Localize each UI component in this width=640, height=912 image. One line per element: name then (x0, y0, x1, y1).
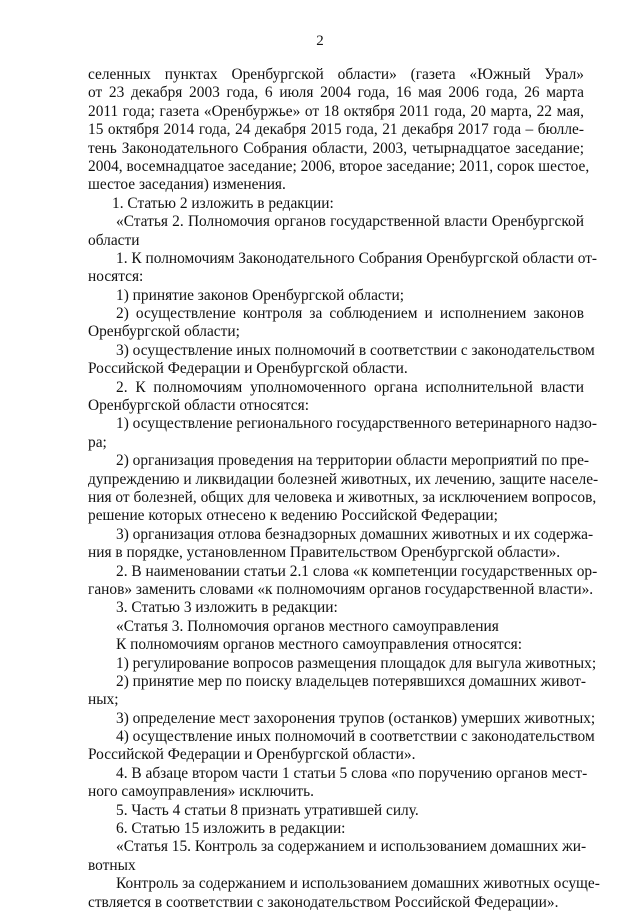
text-line: 1. К полномочиям Законодательного Собрания Оренбургской области от- (116, 249, 598, 267)
text-line: Контроль за содержанием и использованием домашних животных осуще- (116, 875, 600, 893)
text-line: 1. Статью 2 изложить в редакции: (112, 194, 334, 212)
text-line: К полномочиям органов местного самоуправления относятся: (116, 636, 523, 654)
text-line: ствляется в соответствии с законодательством Российской Федерации». (88, 893, 559, 911)
text-line: ного самоуправления» исключить. (88, 783, 314, 801)
text-line: 2004, восемнадцатое заседание; 2006, второе заседание; 2011, сорок шестое, (88, 157, 590, 175)
text-line: области (88, 231, 140, 249)
text-line: дупреждению и ликвидации болезней животных, их лечению, защите населе- (88, 470, 599, 488)
text-line: носятся: (88, 268, 144, 286)
text-line: ра; (88, 433, 107, 451)
text-line: 2. К полномочиям уполномоченного органа исполнительной власти (116, 378, 584, 396)
text-line: 2) принятие мер по поиску владельцев потерявшихся домашних живот- (116, 672, 586, 690)
text-line: 2011 года; газета «Оренбуржье» от 18 октября 2011 года, 20 марта, 22 мая, (88, 102, 584, 120)
text-line: 2) осуществление контроля за соблюдением и исполнением законов (116, 305, 584, 323)
text-line: 4. В абзаце втором части 1 статьи 5 слова «по поручению органов мест- (116, 764, 588, 782)
text-line: ния от болезней, общих для человека и животных, за исключением вопросов, (88, 488, 597, 506)
text-line: ных; (88, 691, 119, 709)
text-line: 1) регулирование вопросов размещения площадок для выгула животных; (116, 654, 597, 672)
text-line: 3) организация отлова безнадзорных домашних животных и их содержа- (116, 525, 594, 543)
text-line: от 23 декабря 2003 года, 6 июля 2004 года, 16 мая 2006 года, 26 марта (88, 84, 584, 102)
text-line: решение которых отнесено к ведению Российской Федерации; (88, 507, 498, 525)
text-line: 3. Статью 3 изложить в редакции: (116, 599, 338, 617)
text-line: Российской Федерации и Оренбургской области. (88, 360, 408, 378)
text-line: 3) осуществление иных полномочий в соответствии с законодательством (116, 341, 595, 359)
text-line: 4) осуществление иных полномочий в соответствии с законодательством (116, 728, 595, 746)
text-line: тень Законодательного Собрания области, 2003, четырнадцатое заседание; (88, 139, 584, 157)
text-line: шестое заседания) изменения. (88, 176, 286, 194)
text-line: «Статья 2. Полномочия органов государственной власти Оренбургской (116, 213, 584, 231)
text-line: Российской Федерации и Оренбургской области». (88, 746, 416, 764)
text-line: 2. В наименовании статьи 2.1 слова «к компетенции государственных ор- (116, 562, 598, 580)
text-line: 5. Часть 4 статьи 8 признать утратившей силу. (116, 801, 419, 819)
text-line: «Статья 3. Полномочия органов местного самоуправления (116, 617, 499, 635)
text-line: ганов» заменить словами «к полномочиям органов государственной власти». (88, 580, 594, 598)
text-line: вотных (88, 856, 136, 874)
text-line: ния в порядке, установленном Правительством Оренбургской области». (88, 544, 561, 562)
page-number: 2 (316, 33, 324, 49)
text-line: Оренбургской области относятся: (88, 397, 309, 415)
document-body (88, 66, 600, 912)
text-line: селенных пунктах Оренбургской области» (газета «Южный Урал» (88, 66, 584, 83)
text-line: 2) организация проведения на территории области мероприятий по пре- (116, 452, 590, 470)
text-line: 6. Статью 15 изложить в редакции: (116, 820, 346, 838)
text-line: 15 октября 2014 года, 24 декабря 2015 года, 21 декабря 2017 года – бюлле- (88, 121, 584, 139)
text-line: 1) осуществление регионального государственного ветеринарного надзо- (116, 415, 597, 433)
text-line: 1) принятие законов Оренбургской области; (116, 286, 404, 304)
text-line: Оренбургской области; (88, 323, 240, 341)
text-line: 3) определение мест захоронения трупов (останков) умерших животных; (116, 709, 596, 727)
text-line: «Статья 15. Контроль за содержанием и использованием домашних жи- (116, 838, 587, 856)
